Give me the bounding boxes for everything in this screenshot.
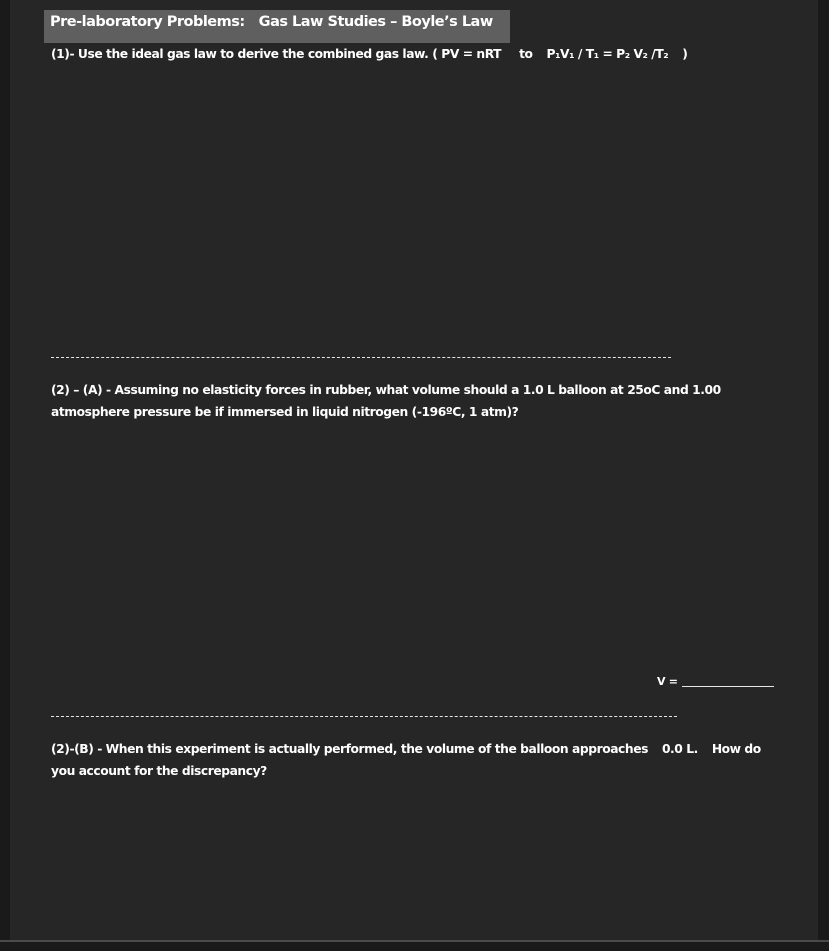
title-part-1: Pre-laboratory Problems: bbox=[50, 14, 245, 30]
question-1-close-paren: ) bbox=[682, 47, 688, 61]
ideal-gas-law-formula: PV = nRT bbox=[441, 47, 502, 61]
combined-gas-law-formula: P₁V₁ / T₁ = P₂ V₂ /T₂ bbox=[546, 47, 669, 61]
question-1-to: to bbox=[519, 47, 533, 61]
section-divider-2 bbox=[51, 716, 677, 717]
question-2b bbox=[51, 738, 771, 782]
question-2a-text: (2) – (A) - Assuming no elasticity forces in rubber, what volume should a 1.0 L balloon at 25oC and 1.00 atmosphere pressure be if immersed in liquid nitrogen (-196ºC, 1 atm)? bbox=[51, 383, 721, 419]
volume-answer bbox=[657, 675, 774, 688]
question-1 bbox=[51, 43, 687, 65]
question-2a bbox=[51, 379, 771, 423]
section-divider-1 bbox=[51, 357, 671, 358]
volume-answer-label: V = bbox=[657, 675, 678, 688]
page-bottom-border bbox=[0, 940, 829, 942]
question-2b-value: 0.0 L. bbox=[661, 742, 698, 756]
volume-answer-blank[interactable] bbox=[682, 686, 774, 687]
title-part-2: Gas Law Studies – Boyle’s Law bbox=[258, 14, 493, 30]
question-1-text: (1)- Use the ideal gas law to derive the combined gas law. ( bbox=[51, 47, 438, 61]
worksheet-page bbox=[10, 0, 818, 940]
question-2b-text: (2)-(B) - When this experiment is actually performed, the volume of the balloon approaches bbox=[51, 742, 648, 756]
question-2b-tail: How do you account for the discrepancy? bbox=[51, 742, 761, 778]
worksheet-title bbox=[44, 10, 510, 43]
